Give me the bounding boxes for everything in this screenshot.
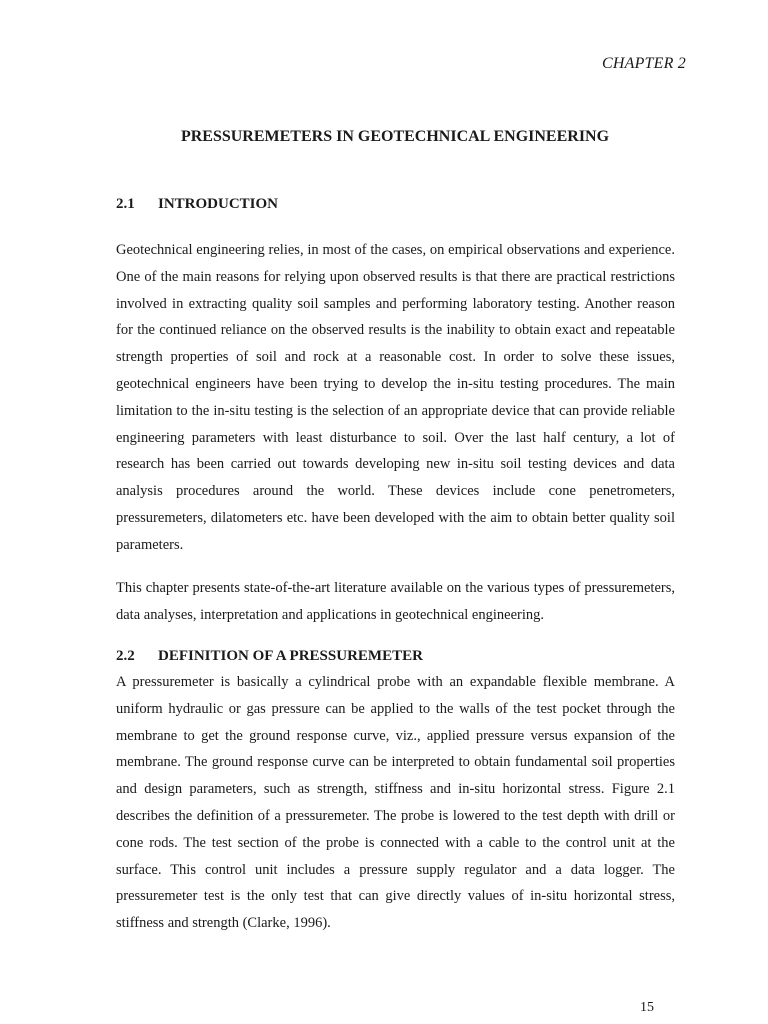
- section-number: 2.1: [116, 196, 135, 212]
- section-heading-introduction: [116, 196, 278, 213]
- page-title: PRESSUREMETERS IN GEOTECHNICAL ENGINEERING: [180, 128, 610, 145]
- paragraph-introduction-2: This chapter presents state-of-the-art literature available on the various types of pressuremeters, data analyses, interpretation and applications in geotechnical engineering.: [116, 580, 675, 623]
- section-heading-definition: [116, 648, 423, 665]
- paragraph-introduction-1: Geotechnical engineering relies, in most of the cases, on empirical observations and experience. One of the main reasons for relying upon observed results is that there are practical restrictions involved in extracting quality soil samples and performing laboratory testing. Another reason for the continued reliance on the observed results is the inability to obtain exact and repeatable strength properties of soil and rock at a reasonable cost. In order to solve these issues, geotechnical engineers have been trying to develop the in-situ testing procedures. The main limitation to the in-situ testing is the selection of an appropriate device that can provide reliable engineering parameters with least disturbance to soil. Over the last half century, a lot of research has been carried out towards developing new in-situ soil testing devices and data analysis procedures around the world. These devices include cone penetrometers, pressuremeters, dilatometers etc. have been developed with the aim to obtain better quality soil parameters.: [116, 242, 675, 553]
- paragraph-definition-1: A pressuremeter is basically a cylindrical probe with an expandable flexible membrane. A uniform hydraulic or gas pressure can be applied to the walls of the test pocket through the membrane to get the ground response curve, viz., applied pressure versus expansion of the membrane. The ground response curve can be interpreted to obtain fundamental soil properties and design parameters, such as strength, stiffness and in-situ horizontal stress. Figure 2.1 describes the definition of a pressuremeter. The probe is lowered to the test depth with drill or cone rods. The test section of the probe is connected with a cable to the control unit at the surface. This control unit includes a pressure supply regulator and a data logger. The pressuremeter test is the only test that can give directly values of in-situ horizontal stress, stiffness and strength (Clarke, 1996).: [116, 674, 675, 932]
- chapter-label: CHAPTER 2: [601, 55, 686, 72]
- section-title: INTRODUCTION: [158, 196, 279, 212]
- section-title: DEFINITION OF A PRESSUREMETER: [158, 648, 423, 664]
- page-number: 15: [640, 1000, 654, 1015]
- section-number: 2.2: [116, 648, 135, 664]
